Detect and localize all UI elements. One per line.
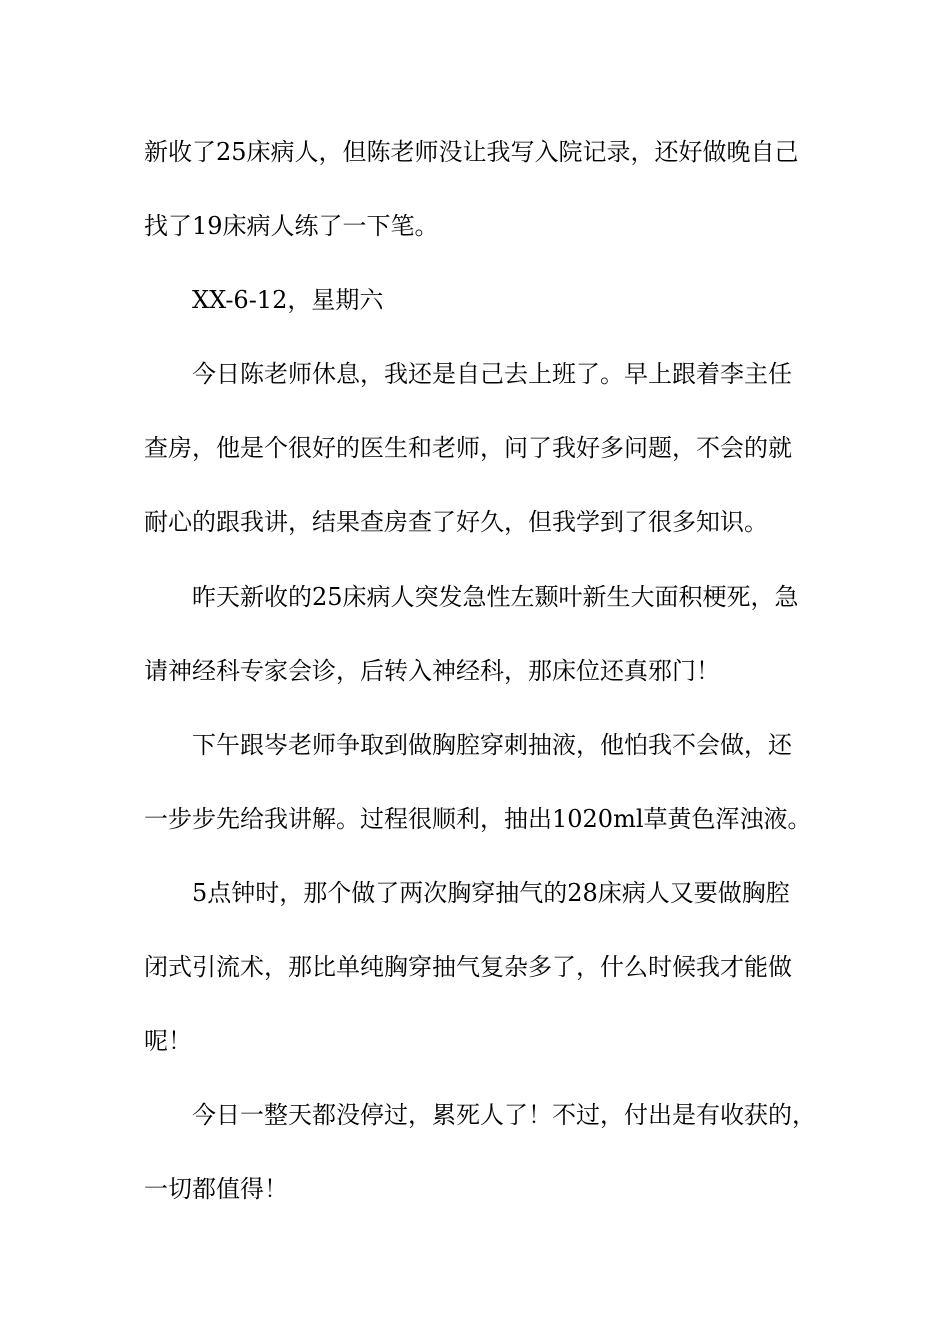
paragraph-line: 5点钟时，那个做了两次胸穿抽气的28床病人又要做胸腔: [192, 879, 790, 907]
text-line: 呢！: [144, 1027, 192, 1055]
text-line: 新收了25床病人，但陈老师没让我写入院记录，还好做晚自己: [144, 138, 799, 166]
text-line: 一切都值得！: [144, 1175, 288, 1203]
text-line: 一步步先给我讲解。过程很顺利，抽出1020ml草黄色浑浊液。: [144, 805, 812, 833]
paragraph-line: 昨天新收的25床病人突发急性左颞叶新生大面积梗死，急: [192, 583, 799, 611]
text-line: 找了19床病人练了一下笔。: [144, 212, 439, 240]
paragraph-line: 今日陈老师休息，我还是自己去上班了。早上跟着李主任: [192, 360, 792, 388]
date-heading: XX-6-12，星期六: [192, 286, 384, 314]
paragraph-line: 今日一整天都没停过，累死人了！不过，付出是有收获的，: [192, 1101, 816, 1129]
text-line: 查房，他是个很好的医生和老师，问了我好多问题，不会的就: [144, 434, 792, 462]
text-line: 闭式引流术，那比单纯胸穿抽气复杂多了，什么时候我才能做: [144, 953, 792, 981]
text-line: 耐心的跟我讲，结果查房查了好久，但我学到了很多知识。: [144, 508, 768, 536]
text-line: 请神经科专家会诊，后转入神经科，那床位还真邪门！: [144, 657, 720, 685]
paragraph-line: 下午跟岑老师争取到做胸腔穿刺抽液，他怕我不会做，还: [192, 731, 792, 759]
